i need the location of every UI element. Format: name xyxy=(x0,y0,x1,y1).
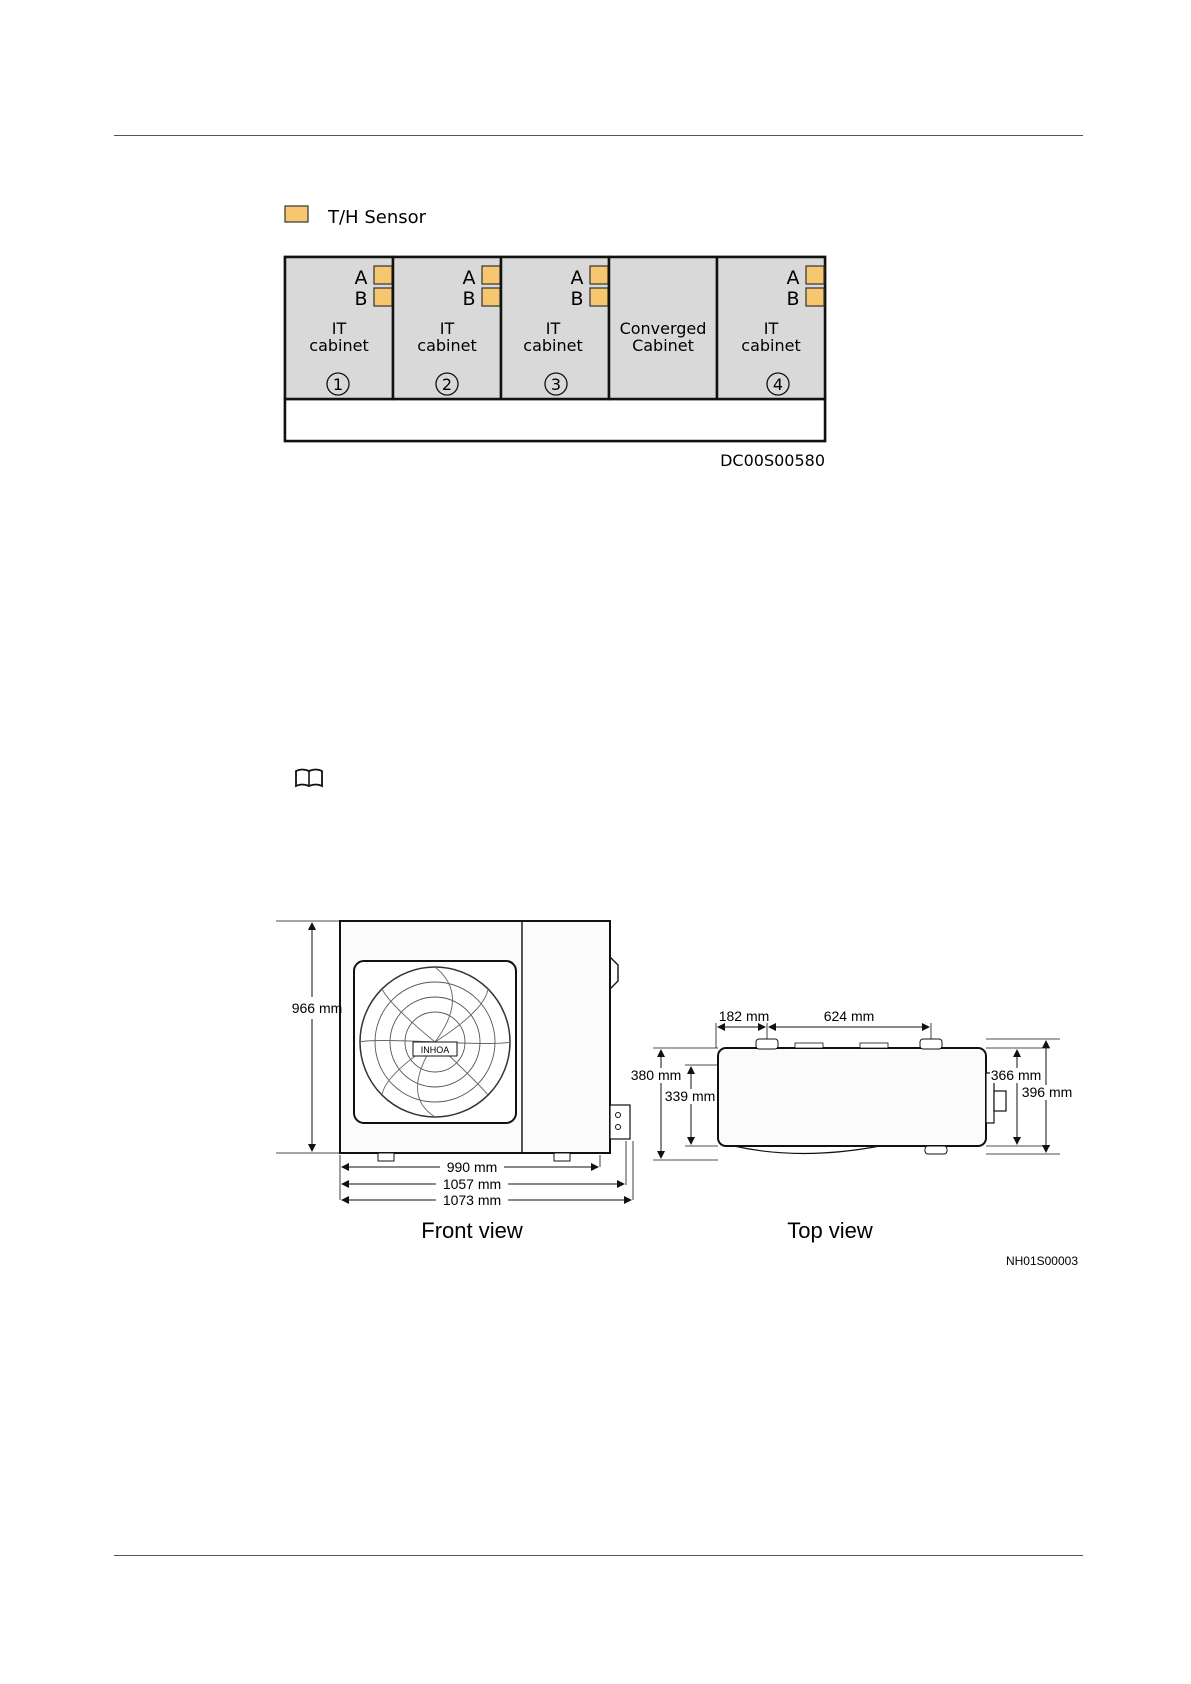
sensor-b-label: B xyxy=(462,288,476,310)
cabinet-3 xyxy=(501,257,609,399)
cabinet-label: cabinet xyxy=(523,336,583,355)
cabinet-label: cabinet xyxy=(417,336,477,355)
cabinet-4 xyxy=(717,257,825,399)
sensor-b xyxy=(482,288,500,306)
sensor-b-label: B xyxy=(786,288,800,310)
cabinet-number: 3 xyxy=(550,375,562,394)
top-dimension-1: 182 mm xyxy=(718,1008,770,1024)
sensor-a-label: A xyxy=(570,267,584,289)
legend-label: T/H Sensor xyxy=(328,207,427,228)
sensor-a-label: A xyxy=(354,267,368,289)
sensor-a xyxy=(374,266,392,284)
converged-cabinet xyxy=(609,257,717,399)
cabinet-number: 1 xyxy=(332,375,344,394)
base-strip xyxy=(285,399,825,441)
sensor-layout-figure xyxy=(280,200,840,480)
left-dimension-1: 380 mm xyxy=(630,1067,682,1083)
unit-top-body xyxy=(718,1048,986,1146)
cabinet-label: IT xyxy=(439,319,455,338)
cabinet-1 xyxy=(285,257,393,399)
sensor-a xyxy=(482,266,500,284)
outdoor-unit-dimensions-figure xyxy=(260,905,1090,1265)
sensor-b xyxy=(806,288,824,306)
cabinet-label: cabinet xyxy=(309,336,369,355)
width-dimension-3: 1073 mm xyxy=(442,1192,502,1208)
sensor-b-label: B xyxy=(354,288,368,310)
cabinet-2 xyxy=(393,257,501,399)
cabinet-label: Cabinet xyxy=(632,336,694,355)
front-view xyxy=(276,921,633,1243)
sensor-a xyxy=(806,266,824,284)
sensor-a-label: A xyxy=(462,267,476,289)
top-view xyxy=(609,905,1074,1243)
sensor-b xyxy=(374,288,392,306)
header-rule xyxy=(114,135,1083,136)
cabinet-label: IT xyxy=(545,319,561,338)
cabinet-label: IT xyxy=(763,319,779,338)
legend-swatch xyxy=(285,206,308,222)
figure-id: DC00S00580 xyxy=(720,451,825,470)
right-dimension-2: 396 mm xyxy=(1021,1084,1073,1100)
cabinet-number: 4 xyxy=(772,375,784,394)
right-dimension-1: 366 mm xyxy=(990,1067,1042,1083)
figure-id: NH01S00003 xyxy=(1005,1254,1078,1265)
left-dimension-2: 339 mm xyxy=(664,1088,716,1104)
width-dimension-1: 990 mm xyxy=(446,1159,498,1175)
front-view-caption: Front view xyxy=(421,1218,523,1243)
sensor-a-label: A xyxy=(786,267,800,289)
footer-rule xyxy=(114,1555,1083,1556)
sensor-b xyxy=(590,288,608,306)
sensor-a xyxy=(590,266,608,284)
top-dimension-2: 624 mm xyxy=(823,1008,875,1024)
cabinet-label: cabinet xyxy=(741,336,801,355)
top-view-caption: Top view xyxy=(787,1218,873,1243)
sensor-b-label: B xyxy=(570,288,584,310)
height-dimension: 966 mm xyxy=(291,1000,343,1016)
cabinet-label: Converged xyxy=(619,319,707,338)
book-icon xyxy=(294,767,324,789)
cabinet-label: IT xyxy=(331,319,347,338)
fan-badge: INHOA xyxy=(420,1045,450,1055)
cabinet-number: 2 xyxy=(441,375,453,394)
width-dimension-2: 1057 mm xyxy=(442,1176,502,1192)
valve-block xyxy=(610,1105,630,1139)
